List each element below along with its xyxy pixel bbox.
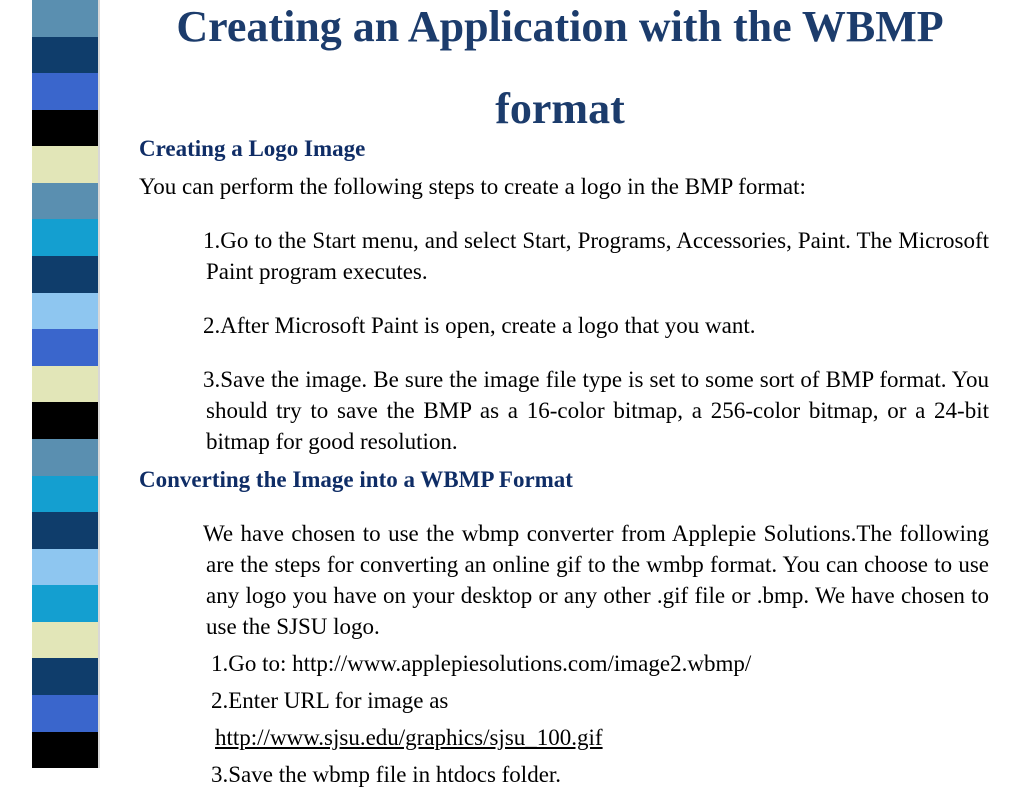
section-heading-logo: Creating a Logo Image [139,136,366,161]
stripe-block [32,366,98,403]
logo-step-3: 3.Save the image. Be sure the image file type is set to some sort of BMP format. You should try to save the BMP as a 16-color bitmap, a 256-color bitmap, or a 24-bit bitmap for good resolution. [203,367,989,454]
stripe-block [32,622,98,659]
stripe-block [32,329,98,366]
stripe-block [32,732,98,769]
slide-title-line1: Creating an Application with the WBMP [176,2,944,51]
stripe-block [32,0,98,37]
stripe-block [32,439,98,476]
decorative-stripe [32,0,98,768]
stripe-block [32,110,98,147]
stripe-block [32,73,98,110]
stripe-block [32,658,98,695]
stripe-block [32,37,98,74]
sjsu-logo-link[interactable]: http://www.sjsu.edu/graphics/sjsu_100.gif [215,725,603,750]
logo-step-1: 1.Go to the Start menu, and select Start, Programs, Accessories, Paint. The Microsoft Paint program executes. [203,228,989,284]
stripe-block [32,146,98,183]
stripe-block [32,183,98,220]
section-heading-convert: Converting the Image into a WBMP Format [139,467,573,492]
stripe-block [32,293,98,330]
section-intro: You can perform the following steps to create a logo in the BMP format: [139,174,806,199]
convert-step-2: 2.Enter URL for image as [211,688,449,713]
stripe-block [32,256,98,293]
slide-title [120,4,1000,132]
stripe-block [32,585,98,622]
stripe-block [32,695,98,732]
stripe-block [32,549,98,586]
stripe-block [32,476,98,513]
convert-step-1: 1.Go to: http://www.applepiesolutions.com/image2.wbmp/ [211,651,752,676]
stripe-block [32,402,98,439]
slide-body [139,133,989,797]
logo-step-2: 2.After Microsoft Paint is open, create a logo that you want. [203,313,756,338]
convert-step-3: 3.Save the wbmp file in htdocs folder. [211,762,562,787]
stripe-block [32,219,98,256]
sjsu-link-line [215,723,989,753]
stripe-block [32,512,98,549]
convert-paragraph: We have chosen to use the wbmp converter from Applepie Solutions.The following are the steps for converting an online gif to the wmbp format. You can choose to use any logo you have on your desktop or any other .gif file or .bmp. We have chosen to use the SJSU logo. [203,521,989,639]
slide-title-line2: format [495,84,625,133]
